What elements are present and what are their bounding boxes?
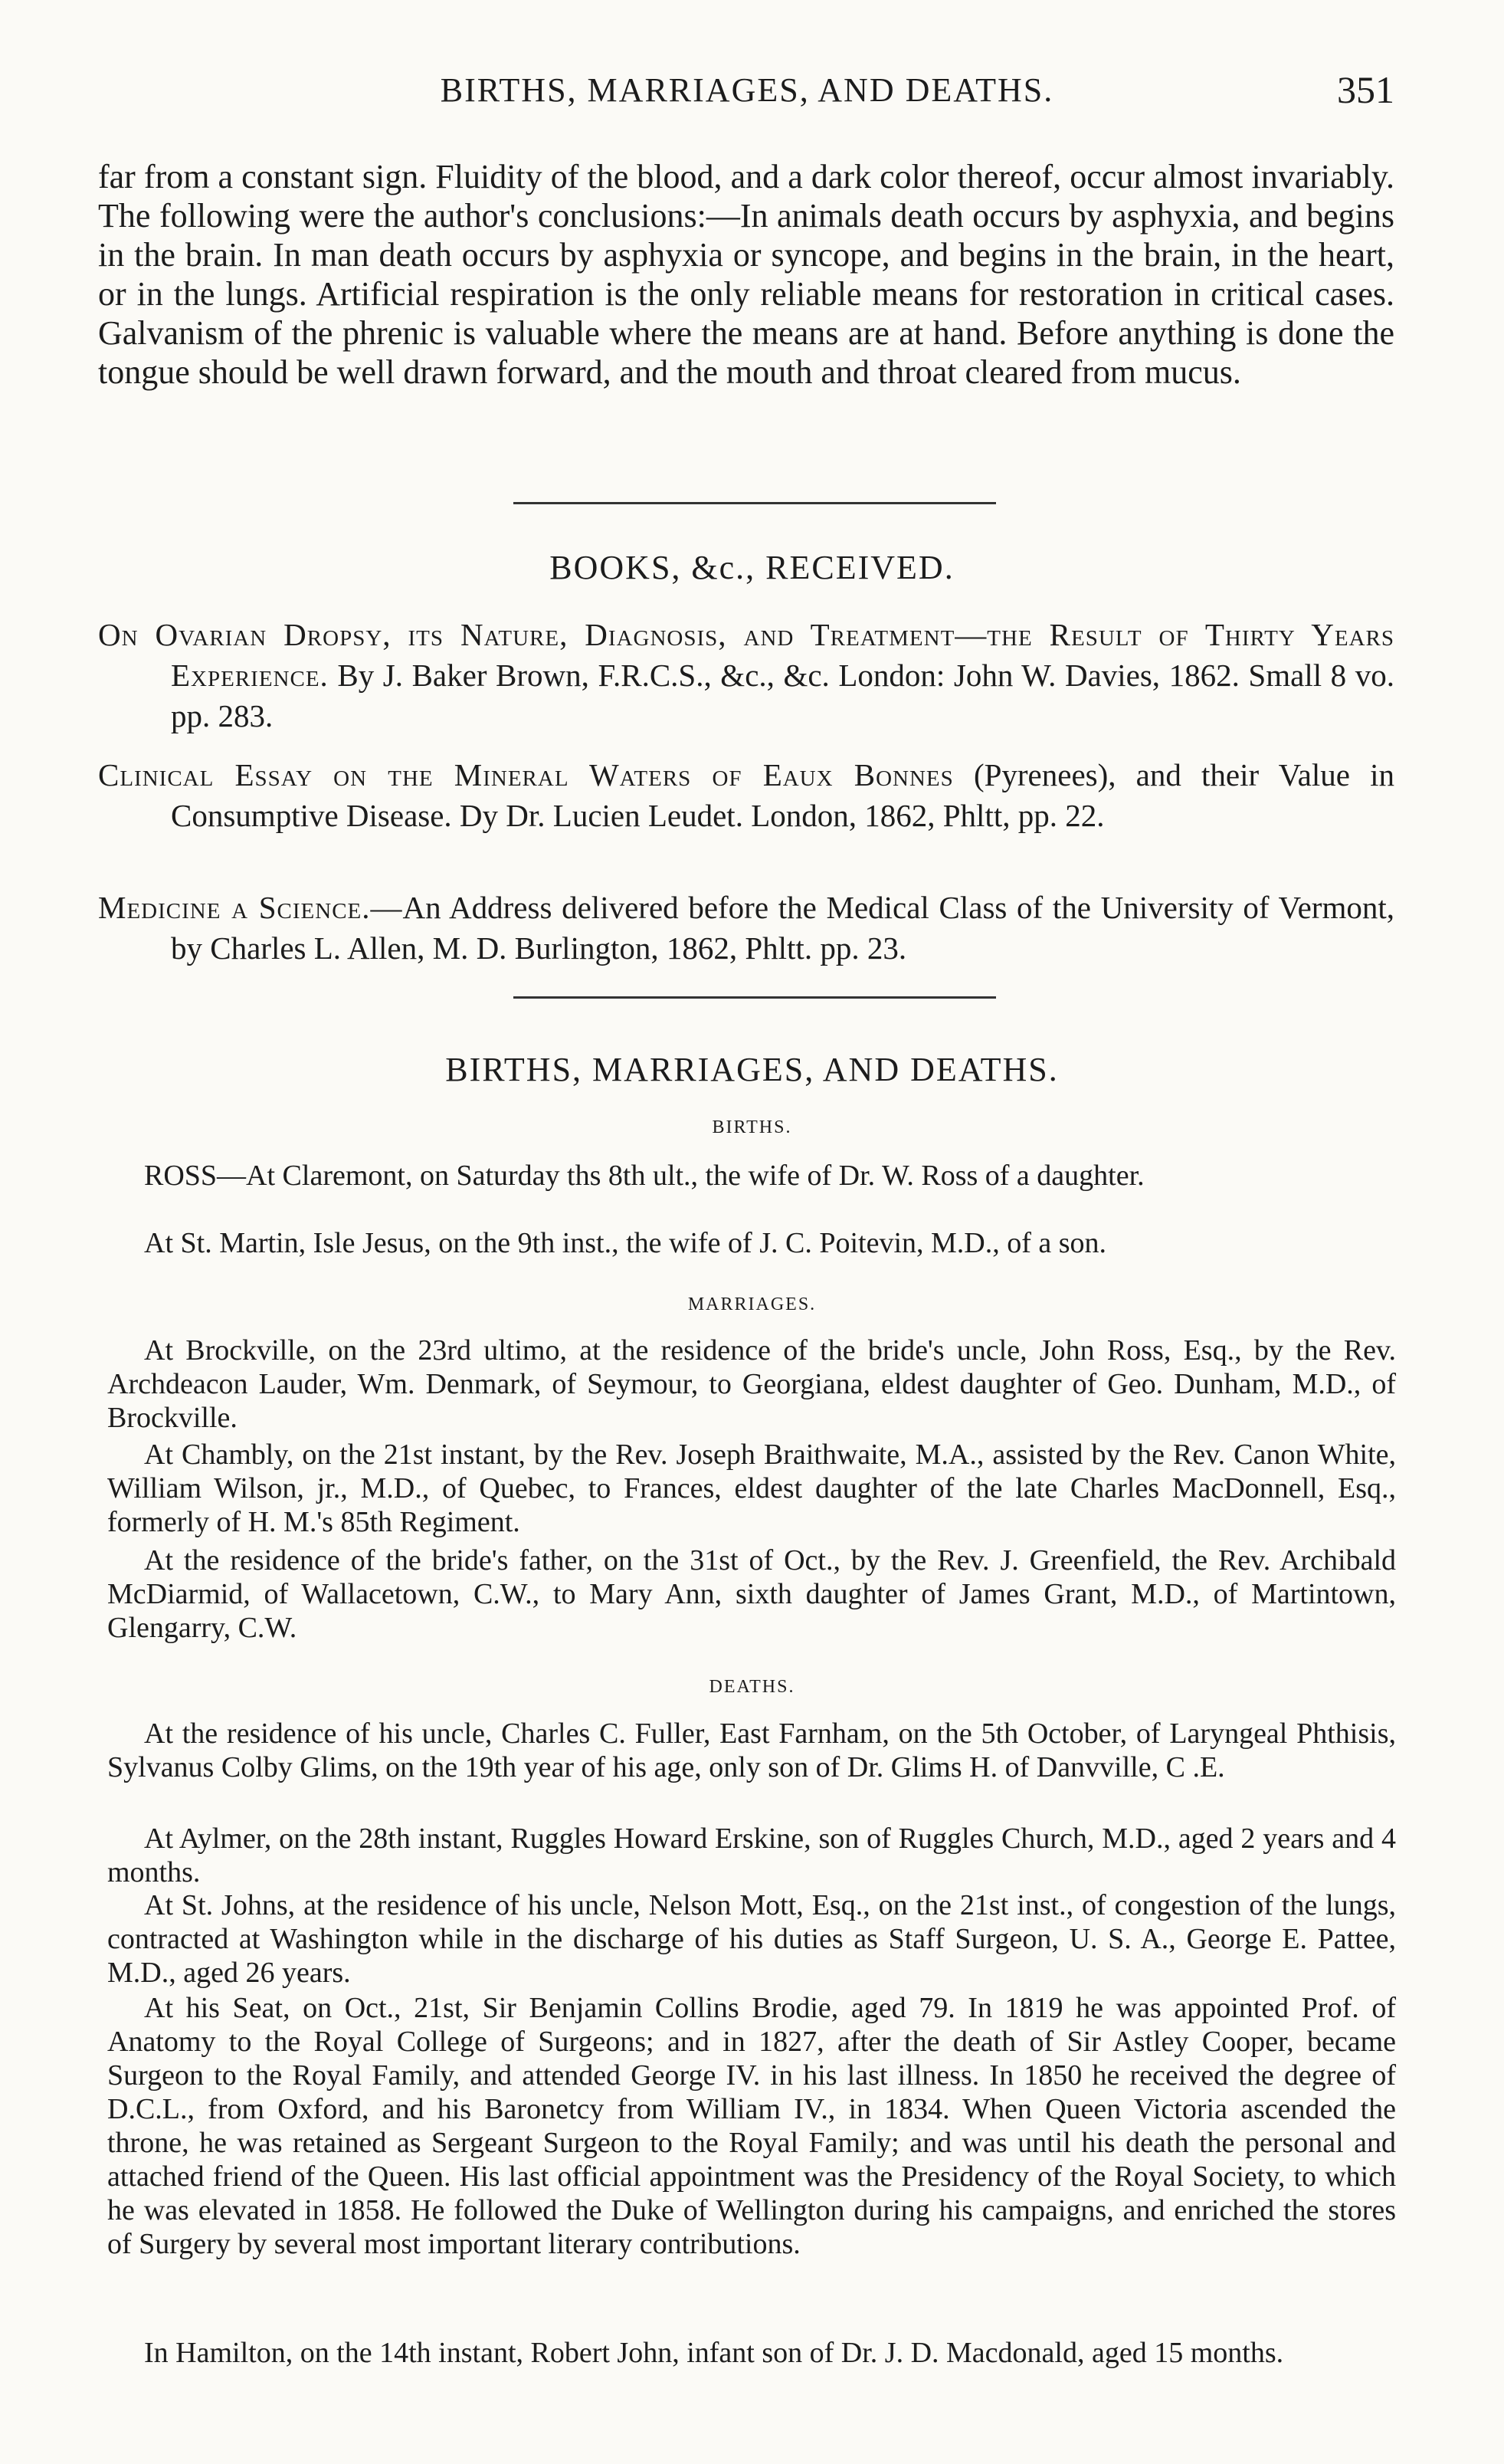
page-number: 351 bbox=[1337, 68, 1394, 111]
section-divider bbox=[513, 996, 996, 999]
book-details: By J. Baker Brown, F.R.C.S., &c., &c. London: John W. Davies, 1862. Small 8 vo. pp. 283. bbox=[171, 658, 1395, 733]
book-entry bbox=[98, 615, 1394, 737]
marriage-entry: At the residence of the bride's father, on the 31st of Oct., by the Rev. J. Greenfield, the Rev. Archibald McDiarmid, of Wallacetown, C.W., to Mary Ann, sixth daughter of James Grant, M.D., of Martintown, Glengarry, C.W. bbox=[107, 1544, 1396, 1644]
death-entry: At St. Johns, at the residence of his uncle, Nelson Mott, Esq., on the 21st inst., of congestion of the lungs, contracted at Washington while in the discharge of his duties as Staff Surgeon, U. S. A., George E. Pattee, M.D., aged 26 years. bbox=[107, 1889, 1396, 1989]
book-details: (Pyrenees), and their Value in Consumptive Disease. Dy Dr. Lucien Leudet. London, 1862, Phltt, pp. 22. bbox=[171, 757, 1394, 833]
books-section-title: BOOKS, &c., RECEIVED. bbox=[549, 549, 955, 586]
book-entry bbox=[98, 755, 1394, 836]
death-entry: At the residence of his uncle, Charles C. Fuller, East Farnham, on the 5th October, of Laryngeal Phthisis, Sylvanus Colby Glims, on the 19th year of his age, only son of Dr. Glims H. of Danvville, C .E. bbox=[107, 1718, 1396, 1783]
death-entry: At his Seat, on Oct., 21st, Sir Benjamin Collins Brodie, aged 79. In 1819 he was appointed Prof. of Anatomy to the Royal College of Surgeons; and in 1827, after the death of Sir Astley Cooper, became Surgeon to the Royal Family, and attended George IV. in his last illness. In 1850 he received the degree of D.C.L., from Oxford, and his Baronetcy from William IV., in 1834. When Queen Victoria ascended the throne, he was retained as Sergeant Surgeon to the Royal Family; and was until his death the personal and attached friend of the Queen. His last official appointment was the Presidency of the Royal Society, to which he was elevated in 1858. He followed the Duke of Wellington during his campaigns, and enriched the stores of Surgery by several most important literary contributions. bbox=[107, 1992, 1396, 2260]
birth-entry: ROSS—At Claremont, on Saturday ths 8th ult., the wife of Dr. W. Ross of a daughter. bbox=[144, 1160, 1145, 1192]
opening-paragraph: far from a constant sign. Fluidity of the blood, and a dark color thereof, occur almost invariably. The following were the author's conclusions:—In animals death occurs by asphyxia, and begins in the brain. In man death occurs by asphyxia or syncope, and begins in the brain, in the heart, or in the lungs. Artificial respiration is the only reliable means for restoration in critical cases. Galvanism of the phrenic is valuable where the means are at hand. Before anything is done the tongue should be well drawn forward, and the mouth and throat cleared from mucus. bbox=[98, 158, 1394, 391]
book-entry bbox=[98, 887, 1394, 969]
marriage-entry: At Brockville, on the 23rd ultimo, at the residence of the bride's uncle, John Ross, Esq., by the Rev. Archdeacon Lauder, Wm. Denmark, of Seymour, to Georgiana, eldest daughter of Geo. Dunham, M.D., of Brockville. bbox=[107, 1334, 1396, 1434]
page-header bbox=[100, 68, 1394, 124]
death-entry: In Hamilton, on the 14th instant, Robert John, infant son of Dr. J. D. Macdonald, aged 15 months. bbox=[144, 2337, 1284, 2369]
bmd-section-title: BIRTHS, MARRIAGES, AND DEATHS. bbox=[445, 1051, 1059, 1088]
births-heading: BIRTHS. bbox=[712, 1117, 792, 1137]
deaths-heading: DEATHS. bbox=[709, 1677, 795, 1697]
birth-entry: At St. Martin, Isle Jesus, on the 9th inst., the wife of J. C. Poitevin, M.D., of a son. bbox=[144, 1227, 1107, 1259]
death-entry: At Aylmer, on the 28th instant, Ruggles Howard Erskine, son of Ruggles Church, M.D., aged 2 years and 4 months. bbox=[107, 1823, 1396, 1888]
section-divider bbox=[513, 502, 996, 504]
book-title: Medicine a Science.— bbox=[98, 890, 403, 925]
book-title: Clinical Essay on the Mineral Waters of Eaux Bonnes bbox=[98, 757, 954, 792]
book-details: An Address delivered before the Medical Class of the University of Vermont, by Charles L. Allen, M. D. Burlington, 1862, Phltt. pp. 23. bbox=[171, 890, 1394, 966]
book-title: On Ovarian Dropsy, its Nature, Diagnosis, and Treatment—the Result of Thirty Years Experience. bbox=[98, 617, 1394, 693]
running-title: BIRTHS, MARRIAGES, AND DEATHS. bbox=[440, 71, 1054, 109]
marriages-heading: MARRIAGES. bbox=[687, 1294, 817, 1314]
marriage-entry: At Chambly, on the 21st instant, by the Rev. Joseph Braithwaite, M.A., assisted by the Rev. Canon White, William Wilson, jr., M.D., of Quebec, to Frances, eldest daughter of the late Charles MacDonnell, Esq., formerly of H. M.'s 85th Regiment. bbox=[107, 1439, 1396, 1538]
